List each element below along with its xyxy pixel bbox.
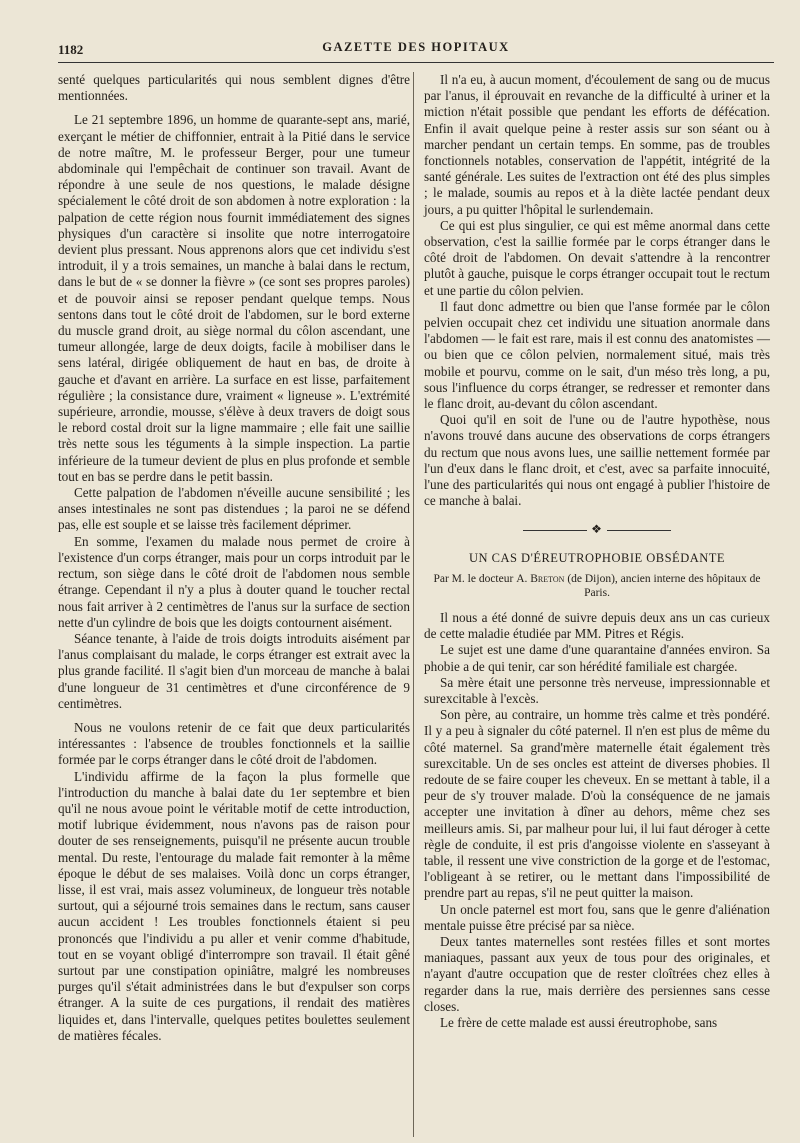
right-column — [424, 72, 770, 1031]
paragraph: Un oncle paternel est mort fou, sans que le genre d'aliénation mentale puisse être précisé par sa nièce. — [424, 901, 770, 933]
article-byline — [424, 572, 770, 600]
paragraph: Le sujet est une dame d'une quarantaine d'années environ. Sa phobie a de qui tenir, car son hérédité familiale est chargée. — [424, 642, 770, 674]
paragraph: Ce qui est plus singulier, ce qui est même anormal dans cette observation, c'est la saillie formée par le corps étranger dans le côté droit de l'abdomen. On devait s'attendre à la rencontrer plutôt à gauche, puisque le corps étranger occupait tout le rectum et une partie du côlon pelvien. — [424, 217, 770, 298]
page-header — [58, 36, 774, 64]
paragraph: L'individu affirme de la façon la plus formelle que l'introduction du manche à balai date du 1er septembre et bien qu'il ne nous avoue point le véritable motif de cette introduction, motif lubrique évidemment, nous n'avons pas de raison pour douter de ses renseignements, puisqu'il ne présente aucun trouble mental. Du reste, l'entourage du malade fait remonter à la même époque le début de ses malaises. Voilà donc un corps étranger, lisse, il est vrai, mais assez volumineux, de longueur très notable surtout, qui a séjourné trois semaines dans le rectum, sans causer aucun accident ! Les troubles fonctionnels étaient si peu prononcés que l'individu a pu aller et venir comme d'habitude, tout en se voyant obligé d'interrompre son travail. Il était gêné surtout par une constipation opiniâtre, malgré les nombreuses purges qu'il s'était administrées dans le but d'expulser son corps étranger. A la suite de ces purgations, il rendait des matières liquides et, dans l'intervalle, quelques petites boulettes seulement de matières fécales. — [58, 768, 410, 1043]
byline-prefix: Par M. le docteur — [433, 572, 514, 585]
column-divider — [413, 72, 414, 1137]
left-column — [58, 72, 410, 1044]
paragraph: Cette palpation de l'abdomen n'éveille aucune sensibilité ; les anses intestinales ne sont pas distendues ; la paroi ne se défend pas, elle est souple et se laisse très facilement déprimer. — [58, 485, 410, 533]
page-number: 1182 — [58, 42, 84, 57]
header-rule — [58, 62, 774, 63]
paragraph: Le frère de cette malade est aussi éreutrophobe, sans — [440, 1014, 718, 1030]
paragraph: Nous ne voulons retenir de ce fait que deux particularités intéressantes : l'absence de troubles fonctionnels et la saillie formée par le corps étranger dans le côté droit de l'abdomen. — [58, 719, 410, 768]
section-ornament: ❖ — [424, 521, 770, 537]
byline-suffix: (de Dijon), ancien interne des hôpitaux de Paris. — [567, 572, 761, 599]
paragraph: Il faut donc admettre ou bien que l'anse formée par le côlon pelvien occupait chez cet individu une situation anormale dans l'abdomen — le fait est rare, mais il est connu des anatomistes — ou bien que ce côlon pelvien, normalement situé, mais très mobile et pourvu, comme on le sait, d'un méso très long, a pu, sous l'influence du corps étranger, se redresser et remonter dans le flanc droit, au-devant du côlon ascendant. — [424, 298, 770, 412]
paragraph: Le 21 septembre 1896, un homme de quarante-sept ans, marié, exerçant le métier de chiffonnier, entrait à la Pitié dans le service de notre maître, M. le professeur Berger, pour une tumeur abdominale qui l'empêchait de continuer son travail. Avant de répondre à une seule de nos questions, le malade désigne spécialement le côté droit de son abdomen à notre exploration : la palpation de cette région nous fournit immédiatement des signes physiques d'un caractère si insolite que notre interrogatoire devient plus pressant. Nous apprenons alors que cet individu s'est introduit, il y a trois semaines, un manche à balai dans le rectum, dans le but de « se donner la fièvre » (ce sont ses propres paroles) et de pouvoir ainsi se reposer pendant quelque temps. Nous sentons dans tout le côté droit de l'abdomen, sur le bord externe du muscle grand droit, au siège normal du côlon ascendant, une tumeur allongée, large de deux doigts, facile à mobiliser dans le sens latéral, dirigée obliquement de haut en bas, de droite à gauche et d'avant en arrière. La surface en est lisse, parfaitement régulière ; la consistance dure, vraiment « ligneuse ». L'extrémité supérieure, arrondie, mousse, s'élève à deux travers de doigt sous le rebord costal droit sur la ligne mammaire ; elle fait une saillie très nette sous les téguments à la simple inspection. La partie inférieure de la tumeur devient de plus en plus profonde et semble tout en bas se perdre dans le petit bassin. — [58, 112, 410, 484]
paragraph: Séance tenante, à l'aide de trois doigts introduits aisément par l'anus complaisant du malade, le corps étranger est extrait avec la plus grande facilité. Il s'agit bien d'un morceau de manche à balai d'une longueur de 31 centimètres et d'une circonférence de 9 centimètres. — [58, 630, 410, 711]
paragraph: Son père, au contraire, un homme très calme et très pondéré. Il y a peu à signaler du côté paternel. Il n'en est plus de même du côté maternel. Sa grand'mère maternelle était également très surexcitable. Un de ses oncles est atteint de diverses phobies. Il redoute de se faire couper les cheveux. En se mettant à table, il a peur de s'y trouver malade. D'où la conséquence de ne jamais accepter une invitation à dîner au dehors, même chez ses meilleurs amis. Si, par malheur pour lui, il lui faut déroger à cette règle de conduite, il est pris d'angoisse violente en s'asseyant à table, il ressent une vive constriction de la gorge et de l'estomac, l'obligeant à se retirer, ou le mettant dans l'impossibilité de prendre part au repas, s'il ne peut quitter la maison. — [424, 707, 770, 901]
paragraph: senté quelques particularités qui nous semblent dignes d'être mentionnées. — [58, 72, 410, 104]
paragraph: En somme, l'examen du malade nous permet de croire à l'existence d'un corps étranger, mais pour un corps introduit par le rectum, son siège dans le côté droit de l'abdomen nous semble étrange. Cependant il n'y a plus à douter quand le toucher rectal nous fait arriver à 2 centimètres de l'anus sur la surface de section nette d'un cylindre de bois que les doigts contournent aisément. — [58, 533, 410, 630]
article-title: UN CAS D'ÉREUTROPHOBIE OBSÉDANTE — [468, 550, 726, 565]
journal-title: GAZETTE DES HOPITAUX — [322, 40, 510, 54]
paragraph: Sa mère était une personne très nerveuse, impressionnable et surexcitable à l'excès. — [424, 674, 770, 706]
paragraph: Deux tantes maternelles sont restées filles et sont mortes maniaques, passant aux yeux de tous pour des originales, et n'ayant d'autre occupation que de rester cloîtrées chez elles à regarder dans la rue, mais derrière des persiennes sans cesse closes. — [424, 933, 770, 1014]
paragraph: Il n'a eu, à aucun moment, d'écoulement de sang ou de mucus par l'anus, il éprouvait en revanche de la difficulté à uriner et la miction n'était possible que pendant les efforts de défécation. Enfin il avait quelque peine à rester assis sur son séant ou à marcher pendant un certain temps. En somme, pas de troubles fonctionnels notables, conservation de l'appétit, intégrité de la santé générale. Les suites de l'extraction ont été des plus simples ; le malade, soumis au repos et à la diète lactée pendant deux jours, a pu quitter l'hôpital le surlendemain. — [424, 72, 770, 217]
author-name: A. Breton — [516, 572, 565, 585]
paragraph: Il nous a été donné de suivre depuis deux ans un cas curieux de cette maladie étudiée par MM. Pitres et Régis. — [424, 609, 770, 642]
paragraph: Quoi qu'il en soit de l'une ou de l'autre hypothèse, nous n'avons trouvé dans aucune des observations de corps étrangers du rectum que nous avons lues, une saillie nettement formée par l'un d'eux dans le flanc droit, et c'est, avec sa parfaite innocuité, l'une des particularités qui nous ont engagé à publier l'histoire de ce manche à balai. — [424, 412, 770, 509]
